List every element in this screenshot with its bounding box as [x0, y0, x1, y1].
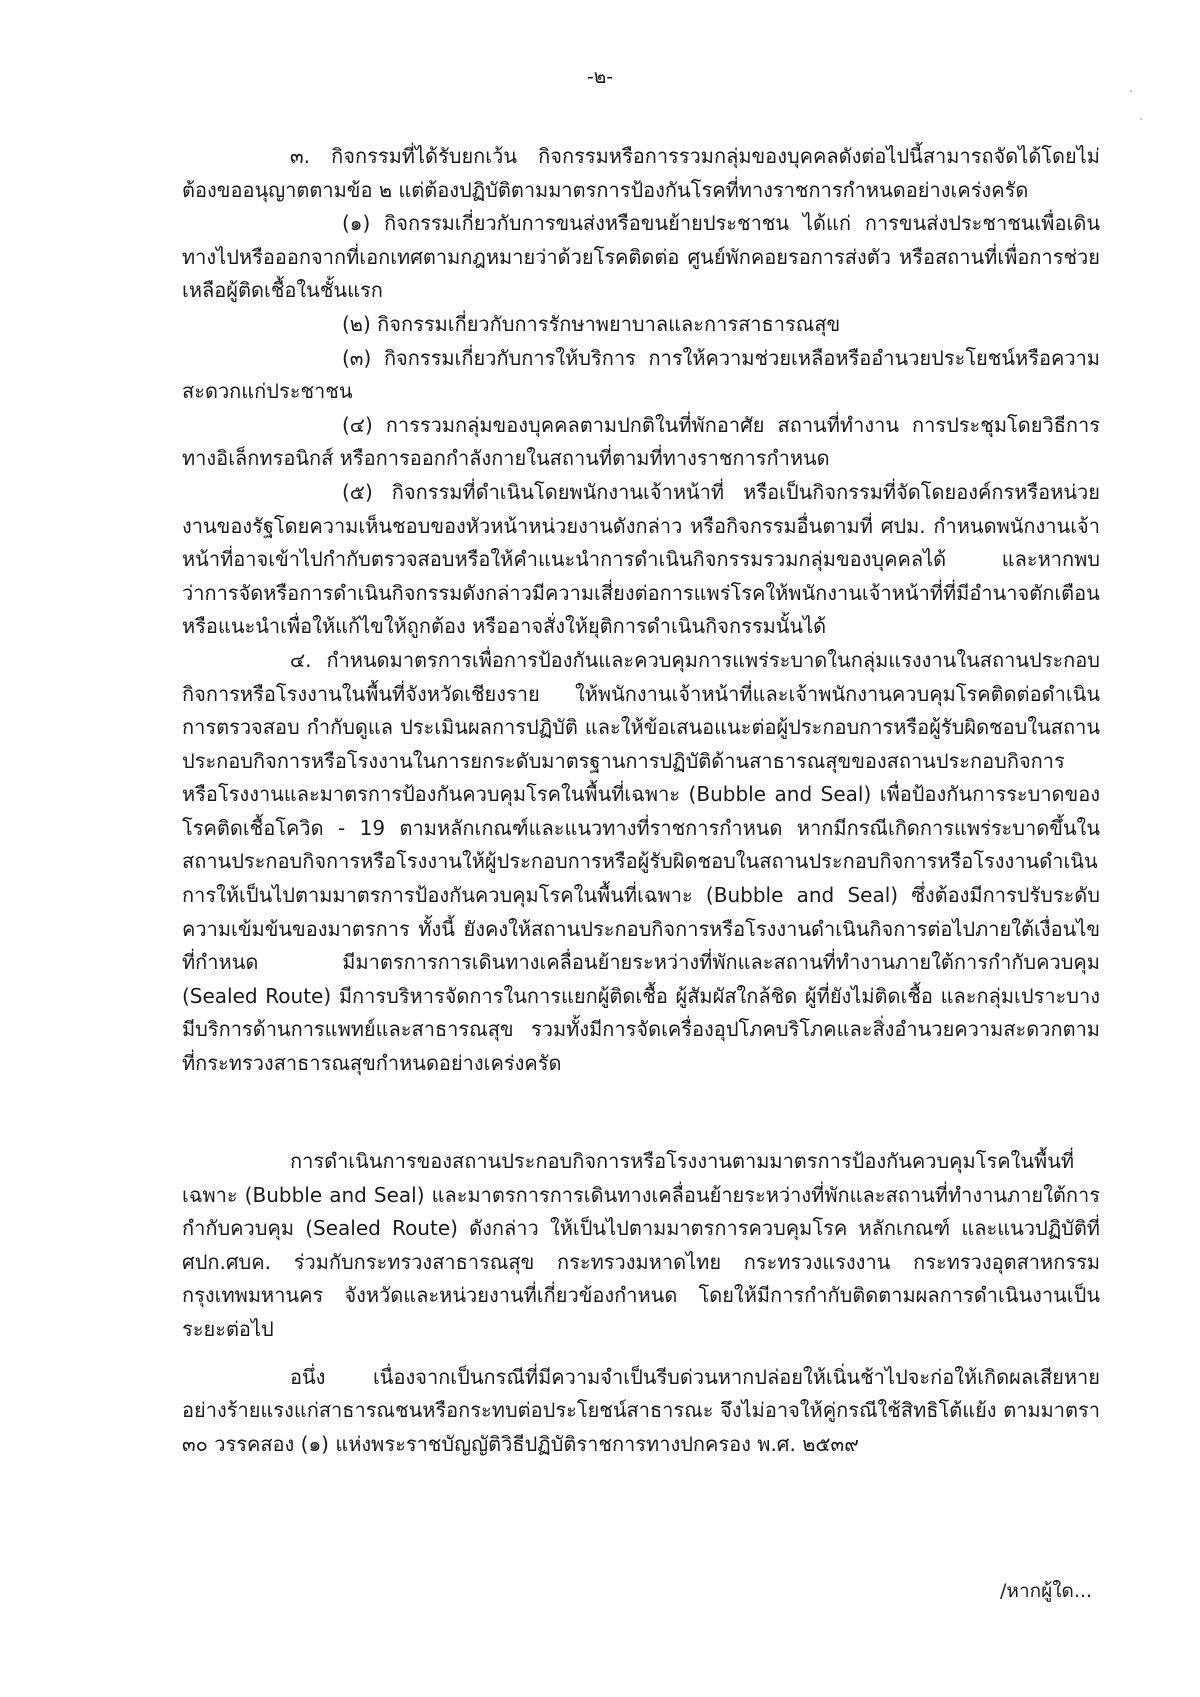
body-text-main — [182, 140, 1100, 1081]
paragraph-item-2: (๒) กิจกรรมเกี่ยวกับการรักษาพยาบาลและการสาธารณสุข — [342, 311, 841, 336]
paragraph-item-1: (๑) กิจกรรมเกี่ยวกับการขนส่งหรือขนย้ายประชาชน ได้แก่ การขนส่งประชาชนเพื่อเดินทางไปหรือออกจากที่เอกเทศตามกฎหมายว่าด้วยโรคติดต่อ ศูนย์พักคอยรอการส่งตัว หรือสถานที่เพื่อการช่วยเหลือผู้ติดเชื้อในชั้นแรก — [182, 211, 1100, 303]
paragraph-item-4: (๔) การรวมกลุ่มของบุคคลตามปกติในที่พักอาศัย สถานที่ทำงาน การประชุมโดยวิธีการทางอิเล็กทรอนิกส์ หรือการออกกำลังกายในสถานที่ตามที่ทางราชการกำหนด — [182, 412, 1100, 471]
scan-speck — [1130, 90, 1132, 92]
paragraph-urgency: อนึ่ง เนื่องจากเป็นกรณีที่มีความจำเป็นรีบด่วนหากปล่อยให้เนิ่นช้าไปจะก่อให้เกิดผลเสียหายอย่างร้ายแรงแก่สาธารณชนหรือกระทบต่อประโยชน์สาธารณะ จึงไม่อาจให้คู่กรณีใช้สิทธิโต้แย้ง ตามมาตรา ๓๐ วรรคสอง (๑) แห่งพระราชบัญญัติวิธีปฏิบัติราชการทางปกครอง พ.ศ. ๒๕๓๙ — [182, 1364, 1100, 1456]
paragraph-item-5: (๕) กิจกรรมที่ดำเนินโดยพนักงานเจ้าหน้าที่ หรือเป็นกิจกรรมที่จัดโดยองค์กรหรือหน่วยงานของรัฐโดยความเห็นชอบของหัวหน้าหน่วยงานดังกล่าว หรือกิจกรรมอื่นตามที่ ศปม. กำหนดพนักงานเจ้าหน้าที่อาจเข้าไปกำกับตรวจสอบหรือให้คำแนะนำการดำเนินกิจกรรมรวมกลุ่มของบุคคลได้ และหากพบว่าการจัดหรือการดำเนินกิจกรรมดังกล่าวมีความเสี่ยงต่อการแพร่โรคให้พนักงานเจ้าหน้าที่ที่มีอำนาจตักเตือนหรือแนะนำเพื่อให้แก้ไขให้ถูกต้อง หรืออาจสั่งให้ยุติการดำเนินกิจกรรมนั้นได้ — [182, 479, 1100, 639]
paragraph-clause-4: ๔. กำหนดมาตรการเพื่อการป้องกันและควบคุมการแพร่ระบาดในกลุ่มแรงงานในสถานประกอบกิจการหรือโรงงานในพื้นที่จังหวัดเชียงราย ให้พนักงานเจ้าหน้าที่และเจ้าพนักงานควบคุมโรคติดต่อดำเนินการตรวจสอบ กำกับดูแล ประเมินผลการปฏิบัติ และให้ข้อเสนอแนะต่อผู้ประกอบการหรือผู้รับผิดชอบในสถานประกอบกิจการหรือโรงงานในการยกระดับมาตรฐานการปฏิบัติด้านสาธารณสุขของสถานประกอบกิจการหรือโรงงานและมาตรการป้องกันควบคุมโรคในพื้นที่เฉพาะ (Bubble and Seal) เพื่อป้องกันการระบาดของโรคติดเชื้อโควิด - 19 ตามหลักเกณฑ์และแนวทางที่ราชการกำหนด หากมีกรณีเกิดการแพร่ระบาดขึ้นในสถานประกอบกิจการหรือโรงงานให้ผู้ประกอบการหรือผู้รับผิดชอบในสถานประกอบกิจการหรือโรงงานดำเนินการให้เป็นไปตามมาตรการป้องกันควบคุมโรคในพื้นที่เฉพาะ (Bubble and Seal) ซึ่งต้องมีการปรับระดับความเข้มข้นของมาตรการ ทั้งนี้ ยังคงให้สถานประกอบกิจการหรือโรงงานดำเนินกิจการต่อไปภายใต้เงื่อนไขที่กำหนด มีมาตรการการเดินทางเคลื่อนย้ายระหว่างที่พักและสถานที่ทำงานภายใต้การกำกับควบคุม (Sealed Route) มีการบริหารจัดการในการแยกผู้ติดเชื้อ ผู้สัมผัสใกล้ชิด ผู้ที่ยังไม่ติดเชื้อ และกลุ่มเปราะบาง มีบริการด้านการแพทย์และสาธารณสุข รวมทั้งมีการจัดเครื่องอุปโภคบริโภคและสิ่งอำนวยความสะดวกตามที่กระทรวงสาธารณสุขกำหนดอย่างเคร่งครัด — [182, 647, 1100, 1076]
paragraph-implementation: การดำเนินการของสถานประกอบกิจการหรือโรงงานตามมาตรการป้องกันควบคุมโรคในพื้นที่เฉพาะ (Bubble and Seal) และมาตรการการเดินทางเคลื่อนย้ายระหว่างที่พักและสถานที่ทำงานภายใต้การกำกับควบคุม (Sealed Route) ดังกล่าว ให้เป็นไปตามมาตรการควบคุมโรค หลักเกณฑ์ และแนวปฏิบัติที่ ศปก.ศบค. ร่วมกับกระทรวงสาธารณสุข กระทรวงมหาดไทย กระทรวงแรงงาน กระทรวงอุตสาหกรรม กรุงเทพมหานคร จังหวัดและหน่วยงานที่เกี่ยวข้องกำหนด โดยให้มีการกำกับติดตามผลการดำเนินงานเป็นระยะต่อไป — [182, 1149, 1100, 1341]
page-number: -๒- — [586, 66, 614, 88]
paragraph-item-3: (๓) กิจกรรมเกี่ยวกับการให้บริการ การให้ความช่วยเหลือหรืออำนวยประโยชน์หรือความสะดวกแก่ประชาชน — [182, 345, 1100, 404]
scan-speck — [1140, 118, 1142, 120]
continuation-marker: /หากผู้ใด... — [1000, 1580, 1092, 1602]
paragraph-clause-3: ๓. กิจกรรมที่ได้รับยกเว้น กิจกรรมหรือการรวมกลุ่มของบุคคลดังต่อไปนี้สามารถจัดได้โดยไม่ต้องขออนุญาตตามข้อ ๒ แต่ต้องปฏิบัติตามมาตรการป้องกันโรคที่ทางราชการกำหนดอย่างเคร่งครัด — [182, 144, 1100, 202]
body-text-closing — [182, 1145, 1100, 1461]
